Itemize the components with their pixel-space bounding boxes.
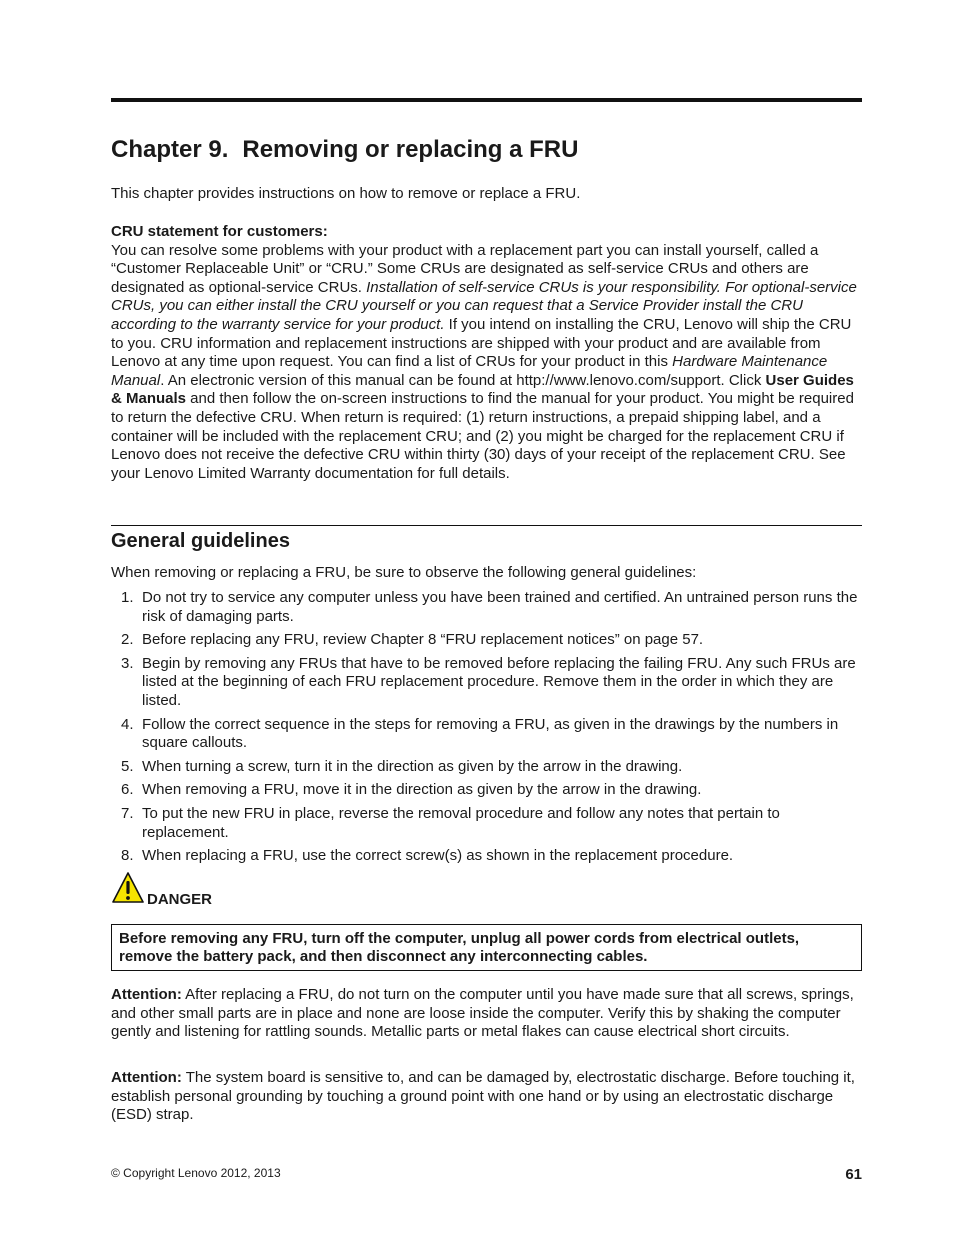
attention-label: Attention:: [111, 986, 182, 1003]
chapter-heading: [111, 136, 578, 164]
list-text: When replacing a FRU, use the correct screw(s) as shown in the replacement procedure.: [142, 847, 734, 865]
section-heading: General guidelines: [111, 530, 290, 552]
list-number: 3.: [121, 654, 134, 672]
list-number: 7.: [121, 804, 134, 822]
list-number: 8.: [121, 847, 134, 865]
danger-label: DANGER: [147, 891, 213, 908]
cru-heading: CRU statement for customers:: [111, 223, 328, 240]
cru-text-1: You can resolve some problems with your product with a replacement part you can install yourself, called a “Customer Replaceable Unit” or “CRU.” Some CRUs are designated as self-service CRUs and others are designated as optional-service CRUs.: [111, 241, 819, 296]
list-text: Begin by removing any FRUs that have to be removed before replacing the failing FRU. Any such FRUs are listed at the beginning of each FRU replacement procedure. Remove them in the order in which they are listed.: [142, 654, 856, 709]
attention-text: The system board is sensitive to, and can be damaged by, electrostatic discharge. Before touching it, establish personal grounding by touching a ground point with one hand or by using an electrostatic discharge (ESD) strap.: [111, 1069, 855, 1124]
cru-text-3: . An electronic version of this manual can be found at http://www.lenovo.com/support. Click: [160, 371, 766, 389]
list-number: 1.: [121, 589, 134, 606]
list-text: Follow the correct sequence in the steps for removing a FRU, as given in the drawings by the numbers in square callouts.: [142, 715, 839, 752]
attention-note-2: [111, 1069, 862, 1125]
list-number: 5.: [121, 757, 134, 775]
list-number: 2.: [121, 631, 134, 649]
warning-triangle-icon: [111, 871, 145, 905]
chapter-number: Chapter 9.: [111, 136, 229, 163]
cru-statement: [111, 223, 862, 483]
list-item: [111, 805, 862, 842]
list-text: Do not try to service any computer unless you have been trained and certified. An untrained person runs the risk of damaging parts.: [142, 589, 858, 625]
chapter-title: Removing or replacing a FRU: [242, 136, 579, 163]
list-text: To put the new FRU in place, reverse the removal procedure and follow any notes that pertain to replacement.: [142, 804, 780, 841]
list-text: Before replacing any FRU, review Chapter 8 “FRU replacement notices” on page 57.: [142, 631, 704, 649]
footer-copyright: © Copyright Lenovo 2012, 2013: [111, 1166, 281, 1180]
guidelines-intro: When removing or replacing a FRU, be sure to observe the following general guidelines:: [111, 564, 697, 581]
list-item: [111, 847, 862, 866]
list-text: When removing a FRU, move it in the direction as given by the arrow in the drawing.: [142, 781, 702, 799]
cru-body: [111, 242, 862, 484]
list-number: 4.: [121, 715, 134, 733]
attention-label: Attention:: [111, 1069, 182, 1086]
list-item: [111, 758, 862, 777]
cru-text-2: If you intend on installing the CRU, Lenovo will ship the CRU to you. CRU information and replacement instructions are shipped with your product and are available from Lenovo at any time upon request. You can find a list of CRUs for your product in this: [111, 315, 852, 371]
section-rule: [111, 525, 862, 526]
list-number: 6.: [121, 781, 134, 799]
list-item: [111, 655, 862, 711]
list-item: [111, 716, 862, 753]
list-text: When turning a screw, turn it in the direction as given by the arrow in the drawing.: [142, 757, 683, 775]
attention-note-1: [111, 986, 862, 1042]
list-item: [111, 589, 862, 626]
list-item: [111, 781, 862, 800]
danger-box: Before removing any FRU, turn off the computer, unplug all power cords from electrical outlets, remove the battery pack, and then disconnect any interconnecting cables.: [111, 924, 862, 971]
list-item: [111, 631, 862, 650]
attention-text: After replacing a FRU, do not turn on the computer until you have made sure that all screws, springs, and other small parts are in place and none are loose inside the computer. Verify this by shaking the computer gently and listening for rattling sounds. Metallic parts or metal flakes can cause electrical short circuits.: [111, 986, 854, 1041]
page-number: 61: [845, 1166, 862, 1183]
top-rule: [111, 98, 862, 102]
cru-text-4: and then follow the on-screen instructions to find the manual for your product. You might be required to return the defective CRU. When return is required: (1) return instructions, a prepaid shipping label, and a container will be included with the replacement CRU; and (2) you might be charged for the replacement CRU if Lenovo does not receive the defective CRU within thirty (30) days of your receipt of the replacement CRU. See your Lenovo Limited Warranty documentation for full details.: [111, 390, 854, 482]
cru-link-label: User Guides & Manuals: [111, 371, 854, 408]
guidelines-list: [111, 589, 862, 871]
cru-manual-name: Hardware Maintenance Manual: [111, 353, 828, 389]
cru-italic-1: Installation of self-service CRUs is your responsibility. For optional-service CRUs, you can either install the CRU yourself or you can request that a Service Provider install the CRU according to the warranty service for your product.: [111, 278, 857, 333]
chapter-intro: This chapter provides instructions on how to remove or replace a FRU.: [111, 185, 581, 202]
